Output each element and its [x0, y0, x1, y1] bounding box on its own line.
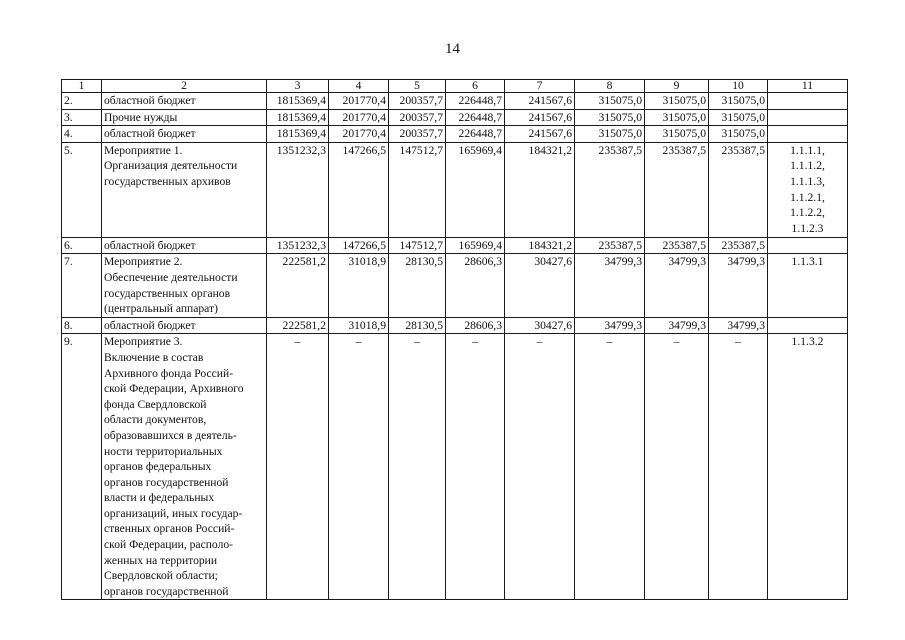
budget-table — [61, 79, 848, 600]
item-name-cell: Прочие нужды — [102, 109, 267, 126]
item-name-cell: Мероприятие 3. Включение в состав Архивного фонда Россий- ской Федерации, Архивного фонда Свердловской области документов, образовавшихся в деятель- ности территориальных органов федеральных органов государственной власти и федеральных организаций, иных государ- ственных органов Россий- ской Федерации, располо- женных на территории Свердловской области; органов государственной — [102, 334, 267, 600]
amount-cell: – — [709, 334, 768, 600]
amount-cell: 235387,5 — [709, 142, 768, 237]
target-codes-cell — [768, 317, 848, 334]
item-name-cell: областной бюджет — [102, 126, 267, 143]
row-number-cell: 2. — [62, 93, 102, 110]
amount-cell: 34799,3 — [709, 317, 768, 334]
amount-cell: 1815369,4 — [267, 93, 329, 110]
target-codes-cell — [768, 237, 848, 254]
column-number-cell: 3 — [267, 80, 329, 93]
target-codes-cell — [768, 109, 848, 126]
column-number-cell: 1 — [62, 80, 102, 93]
amount-cell: 165969,4 — [446, 237, 505, 254]
target-codes-cell: 1.1.3.2 — [768, 334, 848, 600]
amount-cell: 201770,4 — [329, 109, 389, 126]
amount-cell: 315075,0 — [709, 109, 768, 126]
column-number-cell: 6 — [446, 80, 505, 93]
target-codes-cell: 1.1.1.1, 1.1.1.2, 1.1.1.3, 1.1.2.1, 1.1.2.2, 1.1.2.3 — [768, 142, 848, 237]
amount-cell: – — [389, 334, 446, 600]
column-number-cell: 9 — [645, 80, 709, 93]
column-number-cell: 10 — [709, 80, 768, 93]
amount-cell: 235387,5 — [575, 237, 645, 254]
target-codes-cell — [768, 126, 848, 143]
table-row — [62, 254, 848, 317]
table-row — [62, 93, 848, 110]
amount-cell: 201770,4 — [329, 126, 389, 143]
amount-cell: – — [645, 334, 709, 600]
amount-cell: 28606,3 — [446, 254, 505, 317]
row-number-cell: 7. — [62, 254, 102, 317]
column-number-cell: 11 — [768, 80, 848, 93]
amount-cell: 34799,3 — [645, 254, 709, 317]
row-number-cell: 3. — [62, 109, 102, 126]
amount-cell: 200357,7 — [389, 126, 446, 143]
amount-cell: 28130,5 — [389, 254, 446, 317]
item-name-cell: областной бюджет — [102, 93, 267, 110]
amount-cell: 200357,7 — [389, 93, 446, 110]
amount-cell: 34799,3 — [575, 254, 645, 317]
amount-cell: – — [267, 334, 329, 600]
column-number-cell: 8 — [575, 80, 645, 93]
column-number-cell: 4 — [329, 80, 389, 93]
amount-cell: 200357,7 — [389, 109, 446, 126]
table-row — [62, 142, 848, 237]
table-row — [62, 317, 848, 334]
amount-cell: 28606,3 — [446, 317, 505, 334]
amount-cell: – — [329, 334, 389, 600]
amount-cell: 31018,9 — [329, 317, 389, 334]
amount-cell: 241567,6 — [505, 126, 575, 143]
table-row — [62, 109, 848, 126]
amount-cell: 184321,2 — [505, 142, 575, 237]
amount-cell: 1815369,4 — [267, 126, 329, 143]
amount-cell: 1815369,4 — [267, 109, 329, 126]
amount-cell: 315075,0 — [645, 93, 709, 110]
amount-cell: 31018,9 — [329, 254, 389, 317]
amount-cell: 241567,6 — [505, 93, 575, 110]
amount-cell: 147512,7 — [389, 142, 446, 237]
table-row — [62, 237, 848, 254]
table-row — [62, 126, 848, 143]
amount-cell: 315075,0 — [709, 126, 768, 143]
amount-cell: 147266,5 — [329, 237, 389, 254]
amount-cell: 315075,0 — [575, 126, 645, 143]
amount-cell: 235387,5 — [709, 237, 768, 254]
column-number-row — [62, 80, 848, 93]
amount-cell: 1351232,3 — [267, 237, 329, 254]
amount-cell: 222581,2 — [267, 254, 329, 317]
amount-cell: – — [575, 334, 645, 600]
amount-cell: 28130,5 — [389, 317, 446, 334]
amount-cell: 241567,6 — [505, 109, 575, 126]
amount-cell: 315075,0 — [645, 109, 709, 126]
amount-cell: 30427,6 — [505, 254, 575, 317]
amount-cell: 315075,0 — [709, 93, 768, 110]
item-name-cell: Мероприятие 1. Организация деятельности государственных архивов — [102, 142, 267, 237]
amount-cell: 147266,5 — [329, 142, 389, 237]
target-codes-cell: 1.1.3.1 — [768, 254, 848, 317]
item-name-cell: областной бюджет — [102, 317, 267, 334]
amount-cell: 226448,7 — [446, 93, 505, 110]
amount-cell: 165969,4 — [446, 142, 505, 237]
amount-cell: 34799,3 — [575, 317, 645, 334]
amount-cell: 226448,7 — [446, 109, 505, 126]
row-number-cell: 5. — [62, 142, 102, 237]
amount-cell: – — [505, 334, 575, 600]
amount-cell: 226448,7 — [446, 126, 505, 143]
row-number-cell: 9. — [62, 334, 102, 600]
amount-cell: 222581,2 — [267, 317, 329, 334]
amount-cell: 201770,4 — [329, 93, 389, 110]
table-row — [62, 334, 848, 600]
item-name-cell: Мероприятие 2. Обеспечение деятельности государственных органов (центральный аппарат) — [102, 254, 267, 317]
amount-cell: 147512,7 — [389, 237, 446, 254]
column-number-cell: 7 — [505, 80, 575, 93]
amount-cell: 184321,2 — [505, 237, 575, 254]
amount-cell: 34799,3 — [645, 317, 709, 334]
amount-cell: 315075,0 — [575, 93, 645, 110]
amount-cell: 315075,0 — [645, 126, 709, 143]
amount-cell: 235387,5 — [575, 142, 645, 237]
amount-cell: 1351232,3 — [267, 142, 329, 237]
column-number-cell: 5 — [389, 80, 446, 93]
amount-cell: 34799,3 — [709, 254, 768, 317]
amount-cell: 235387,5 — [645, 142, 709, 237]
target-codes-cell — [768, 93, 848, 110]
column-number-cell: 2 — [102, 80, 267, 93]
amount-cell: 235387,5 — [645, 237, 709, 254]
row-number-cell: 4. — [62, 126, 102, 143]
row-number-cell: 8. — [62, 317, 102, 334]
item-name-cell: областной бюджет — [102, 237, 267, 254]
row-number-cell: 6. — [62, 237, 102, 254]
amount-cell: 315075,0 — [575, 109, 645, 126]
page-number: 14 — [445, 41, 460, 57]
amount-cell: 30427,6 — [505, 317, 575, 334]
amount-cell: – — [446, 334, 505, 600]
